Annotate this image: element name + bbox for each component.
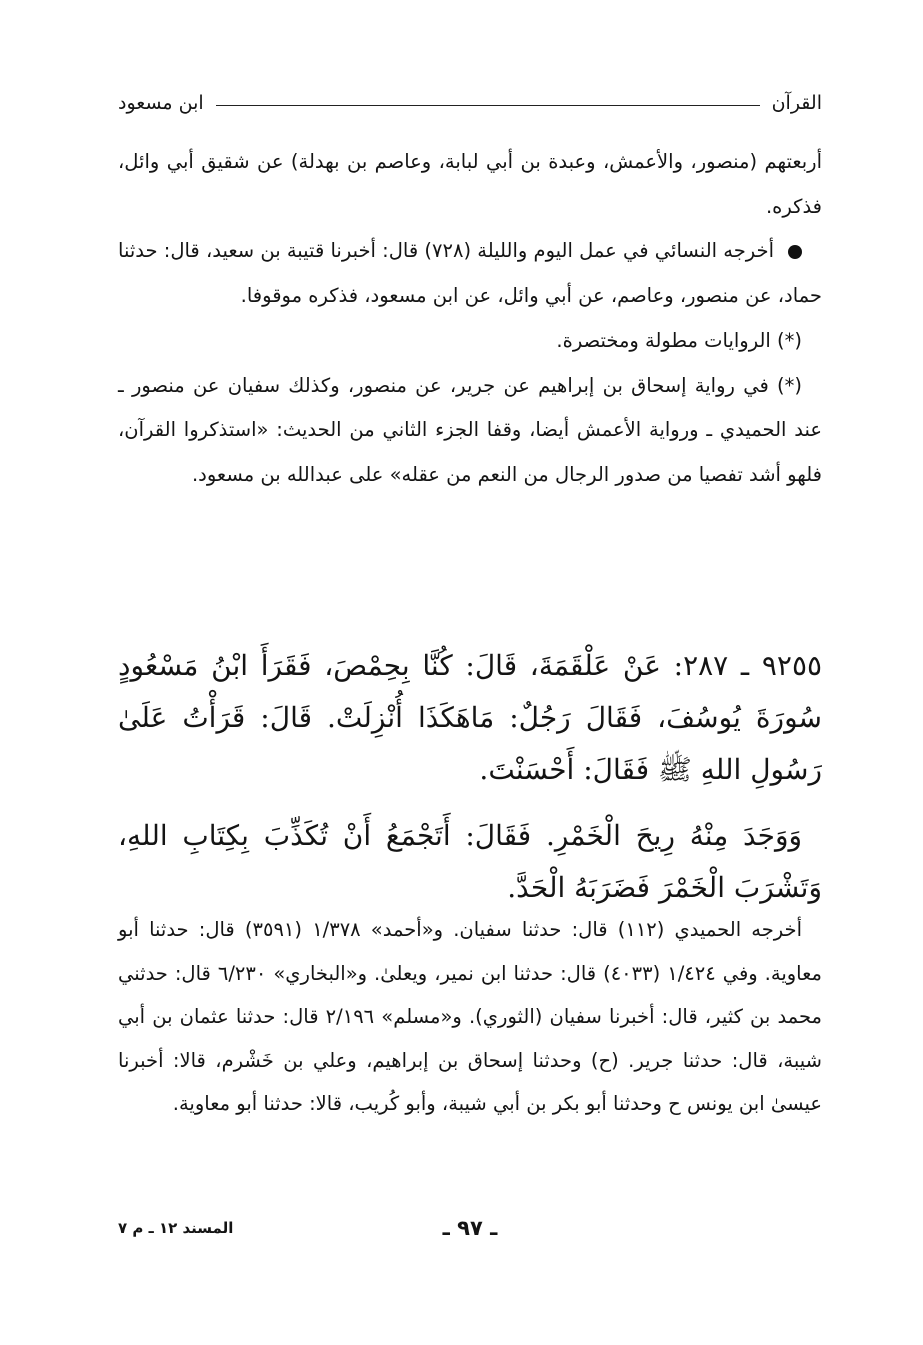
volume-signature: المسند ١٢ ـ م ٧: [118, 1219, 234, 1237]
note-riwayat: (*) الروايات مطولة ومختصرة.: [556, 328, 802, 352]
takhrij-section: [118, 908, 822, 1126]
page-footer: [118, 1216, 822, 1246]
bullet-icon: [788, 245, 802, 259]
page-number: ـ ٩٧ ـ: [442, 1216, 498, 1240]
note-nasai: [118, 229, 822, 318]
hadith-text-2: وَوَجَدَ مِنْهُ رِيحَ الْخَمْرِ. فَقَالَ: أَتَجْمَعُ أَنْ تُكَذِّبَ بِكِتَابِ اللهِ، وَتَشْرَبَ الْخَمْرَ فَضَرَبَهُ الْحَدَّ.: [118, 819, 822, 904]
footnotes-section: [118, 140, 822, 498]
takhrij-text: أخرجه الحميدي (١١٢) قال: حدثنا سفيان. و«أحمد» ١/٣٧٨ (٣٥٩١) قال: حدثنا أبو معاوية. وفي ١/٤٢٤ (٤٠٣٣) قال: حدثنا ابن نمير، ويعلىٰ. و«البخاري» ٦/٢٣٠ قال: حدثني محمد بن كثير، قال: أخبرنا سفيان (الثوري). و«مسلم» ٢/١٩٦ قال: حدثنا عثمان بن أبي شيبة، قال: حدثنا جرير. (ح) وحدثنا إسحاق بن إبراهيم، وعلي بن خَشْرم، قالا: أخبرنا عيسىٰ ابن يونس ح وحدثنا أبو بكر بن أبي شيبة، وأبو كُريب، قالا: حدثنا أبو معاوية.: [118, 918, 822, 1116]
hadith-section: [118, 640, 822, 914]
note-continuation: أربعتهم (منصور، والأعمش، وعبدة بن أبي لبابة، وعاصم بن بهدلة) عن شقيق أبي وائل، فذكره.: [118, 150, 822, 218]
hadith-text-1: ٩٢٥٥ ـ ٢٨٧: عَنْ عَلْقَمَةَ، قَالَ: كُنَّا بِحِمْصَ، فَقَرَأَ ابْنُ مَسْعُودٍ سُورَةَ يُوسُفَ، فَقَالَ رَجُلٌ: مَاهَكَذَا أُنْزِلَتْ. قَالَ: قَرَأْتُ عَلَىٰ رَسُولِ اللهِ ﷺ فَقَالَ: أَحْسَنْتَ.: [118, 649, 823, 786]
header-companion-title: ابن مسعود: [118, 92, 204, 114]
running-header: [118, 86, 822, 120]
note-nasai-text: أخرجه النسائي في عمل اليوم والليلة (٧٢٨) قال: أخبرنا قتيبة بن سعيد، قال: حدثنا حماد، عن منصور، وعاصم، عن أبي وائل، عن ابن مسعود، فذكره موقوفا.: [118, 239, 822, 308]
header-rule: [216, 105, 760, 106]
header-chapter-title: القرآن: [771, 92, 822, 114]
note-ishaq: (*) في رواية إسحاق بن إبراهيم عن جرير، عن منصور، وكذلك سفيان عن منصور ـ عند الحميدي ـ ورواية الأعمش أيضا، وقفا الجزء الثاني من الحديث: «استذكروا القرآن، فلهو أشد تفصيا من صدور الرجال من النعم من عقله» على عبدالله بن مسعود.: [118, 373, 822, 486]
